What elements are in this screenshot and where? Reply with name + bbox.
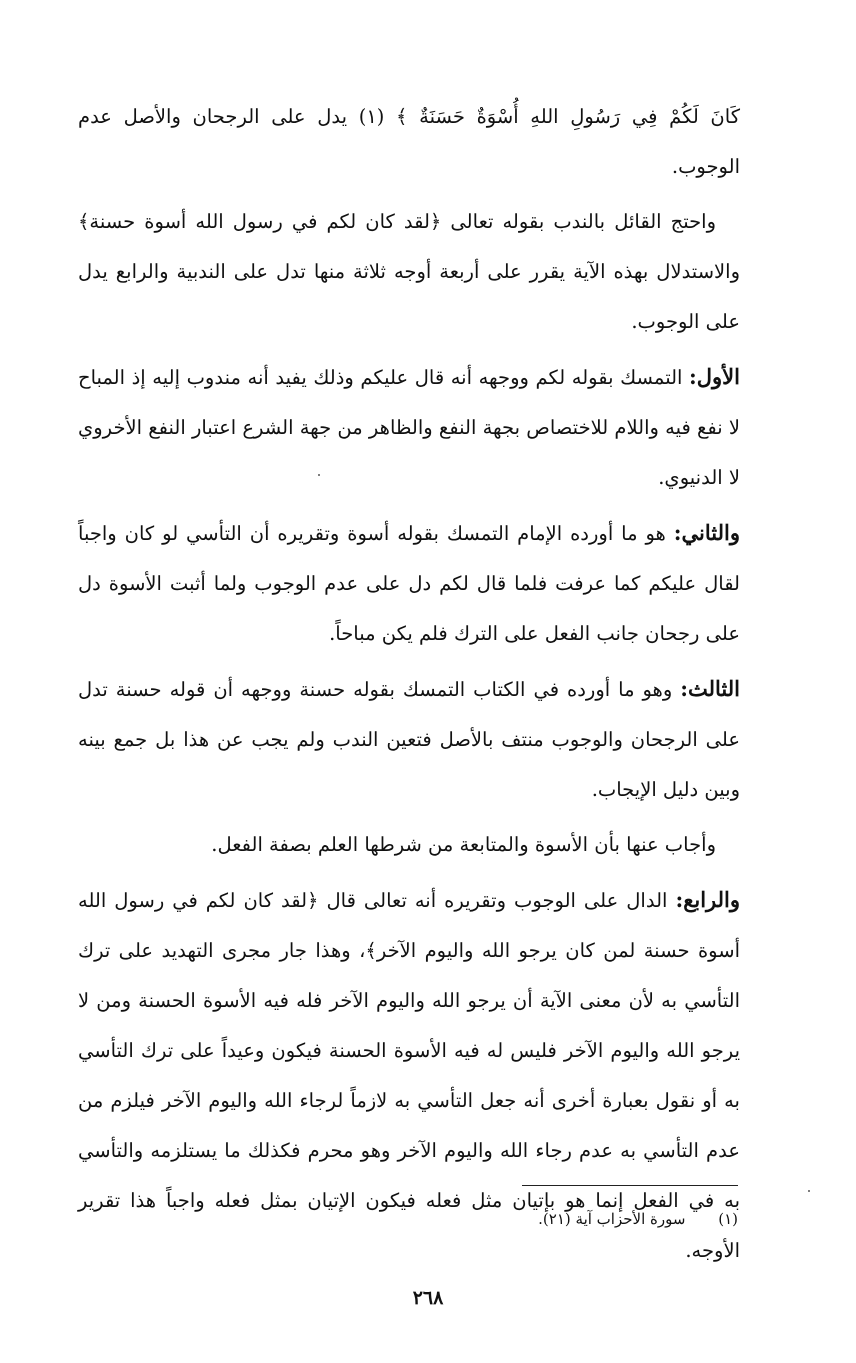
page-number: ٢٦٨ <box>412 1287 444 1309</box>
paragraph-third-aspect <box>78 664 740 815</box>
footnote-text: سورة الأحزاب آية (٢١). <box>538 1210 686 1228</box>
paragraph-text: التمسك بقوله لكم ووجهه أنه قال عليكم وذلك يفيد أنه مندوب إليه إذ المباح لا نفع فيه واللام للاختصاص بجهة النفع والظاهر من جهة الشرع اعتبار النفع الأخروي لا الدنيوي. <box>78 366 740 489</box>
scan-speck <box>808 1190 810 1192</box>
paragraph-lead: والرابع: <box>675 887 741 912</box>
paragraph-text: وأجاب عنها بأن الأسوة والمتابعة من شرطها العلم بصفة الفعل. <box>211 833 716 856</box>
paragraph-text: هو ما أورده الإمام التمسك بقوله أسوة وتقريره أن التأسي لو كان واجباً لقال عليكم كما عرفت فلما قال لكم دل على عدم الوجوب ولما أثبت الأسوة دل على رجحان جانب الفعل على الترك فلم يكن مباحاً. <box>78 522 740 645</box>
paragraph-lead: الثالث: <box>680 676 740 701</box>
paragraph-text: واحتج القائل بالندب بقوله تعالى ﴿لقد كان لكم في رسول الله أسوة حسنة﴾ والاستدلال بهذه الآية يقرر على أربعة أوجه ثلاثة منها تدل على الندبية والرابع يدل على الوجوب. <box>78 210 740 333</box>
paragraph-quran-quote-end <box>78 92 740 192</box>
footnote-separator <box>522 1185 738 1186</box>
footnote <box>538 1210 738 1228</box>
paragraph-text: وهو ما أورده في الكتاب التمسك بقوله حسنة ووجهه أن قوله حسنة تدل على الرجحان والوجوب منتف بالأصل فتعين الندب ولم يجب عن هذا بل جمع بينه وبين دليل الإيجاب. <box>78 678 740 801</box>
paragraph-first-aspect <box>78 352 740 503</box>
footnote-number: (١) <box>718 1210 738 1228</box>
main-text <box>78 92 740 1281</box>
paragraph-text: كَانَ لَكُمْ فِي رَسُولِ اللهِ أُسْوَةٌ حَسَنَةٌ ﴾ (١) يدل على الرجحان والأصل عدم الوجوب. <box>78 105 740 178</box>
paragraph-nadb-argument <box>78 197 740 347</box>
paragraph-lead: والثاني: <box>673 520 741 545</box>
paragraph-reply <box>78 820 740 870</box>
paragraph-lead: الأول: <box>689 364 740 389</box>
paragraph-second-aspect <box>78 508 740 659</box>
paragraph-text: الدال على الوجوب وتقريره أنه تعالى قال ﴿لقد كان لكم في رسول الله أسوة حسنة لمن كان يرجو الله واليوم الآخر﴾، وهذا جار مجرى التهديد على ترك التأسي به لأن معنى الآية أن يرجو الله واليوم الآخر فله فيه الأسوة الحسنة ومن لا يرجو الله واليوم الآخر فليس له فيه الأسوة الحسنة فيكون وعيداً على ترك التأسي به أو نقول بعبارة أخرى أنه جعل التأسي به لازماً لرجاء الله واليوم الآخر فيلزم من عدم التأسي به عدم رجاء الله واليوم الآخر وهو محرم فكذلك ما يستلزمه والتأسي به في الفعل إنما هو بإتيان مثل فعله فيكون الإتيان بمثل فعله واجباً هذا تقرير الأوجه. <box>78 889 740 1262</box>
scan-speck <box>318 474 320 476</box>
